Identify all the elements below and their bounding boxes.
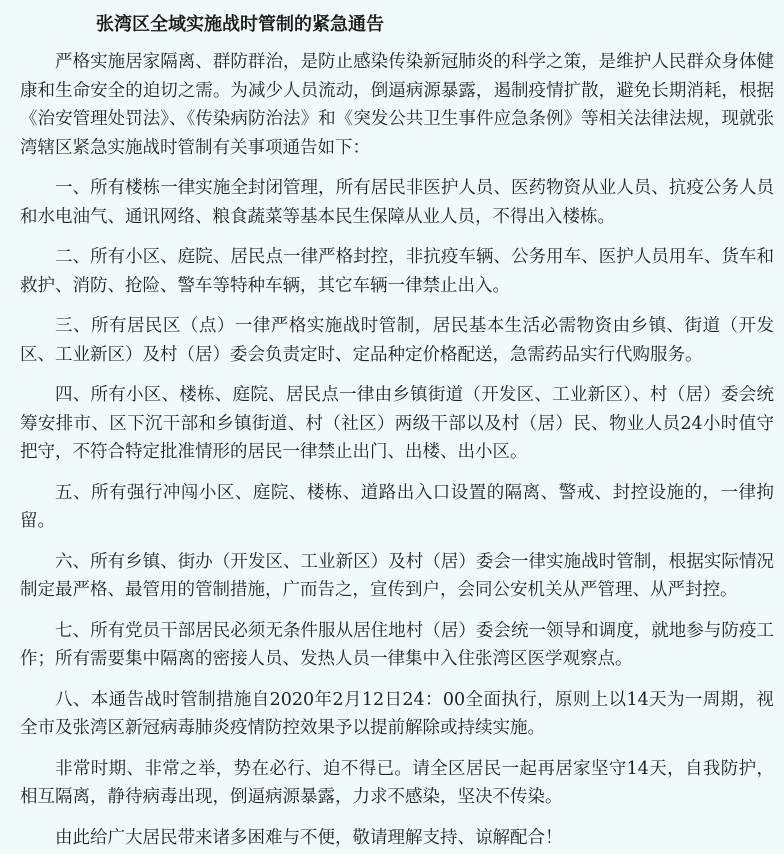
clause-8-paragraph: 八、本通告战时管制措施自2020年2月12日24：00全面执行，原则上以14天为一周期，视全市及张湾区新冠病毒肺炎疫情防控效果予以提前解除或持续实施。 [20, 689, 774, 738]
preamble-paragraph: 严格实施居家隔离、群防群治，是防止感染传染新冠肺炎的科学之策，是维护人民群众身体健康和生命安全的迫切之需。为减少人员流动，倒逼病源暴露，遏制疫情扩散，避免长期消耗，根据《治安管理处罚法》、《传染病防治法》和《突发公共卫生事件应急条例》等相关法律法规，现就张湾辖区紧急实施战时管制有关事项通告如下： [20, 52, 774, 158]
clause-2-paragraph: 二、所有小区、庭院、居民点一律严格封控，非抗疫车辆、公务用车、医护人员用车、货车和救护、消防、抢险、警车等特种车辆，其它车辆一律禁止出入。 [20, 247, 774, 296]
clause-3-paragraph: 三、所有居民区（点）一律严格实施战时管制，居民基本生活必需物资由乡镇、街道（开发区、工业新区）及村（居）委会负责定时、定品种定价格配送，急需药品实行代购服务。 [20, 316, 774, 365]
notice-title: 张湾区全域实施战时管制的紧急通告 [96, 14, 384, 35]
closing-paragraph: 由此给广大居民带来诸多困难与不便，敬请理解支持、谅解配合！ [55, 827, 563, 848]
clause-7-paragraph: 七、所有党员干部居民必须无条件服从居住地村（居）委会统一领导和调度，就地参与防疫工作；所有需要集中隔离的密接人员、发热人员一律集中入住张湾区医学观察点。 [20, 620, 774, 669]
clause-4-paragraph: 四、所有小区、楼栋、庭院、居民点一律由乡镇街道（开发区、工业新区）、村（居）委会统筹安排市、区下沉干部和乡镇街道、村（社区）两级干部以及村（居）民、物业人员24小时值守把守，不符合特定批准情形的居民一律禁止出门、出楼、出小区。 [20, 385, 774, 462]
clause-1-paragraph: 一、所有楼栋一律实施全封闭管理，所有居民非医护人员、医药物资从业人员、抗疫公务人员和水电油气、通讯网络、粮食蔬菜等基本民生保障从业人员，不得出入楼栋。 [20, 178, 774, 227]
clause-6-paragraph: 六、所有乡镇、街办（开发区、工业新区）及村（居）委会一律实施战时管制，根据实际情况制定最严格、最管用的管制措施，广而告之，宣传到户，会同公安机关从严管理、从严封控。 [20, 551, 774, 600]
clause-5-paragraph: 五、所有强行冲闯小区、庭院、楼栋、道路出入口设置的隔离、警戒、封控设施的，一律拘留。 [20, 482, 774, 531]
appeal-paragraph: 非常时期、非常之举，势在必行、迫不得已。请全区居民一起再居家坚守14天，自我防护，相互隔离，静待病毒出现，倒逼病源暴露，力求不感染，坚决不传染。 [20, 758, 774, 807]
